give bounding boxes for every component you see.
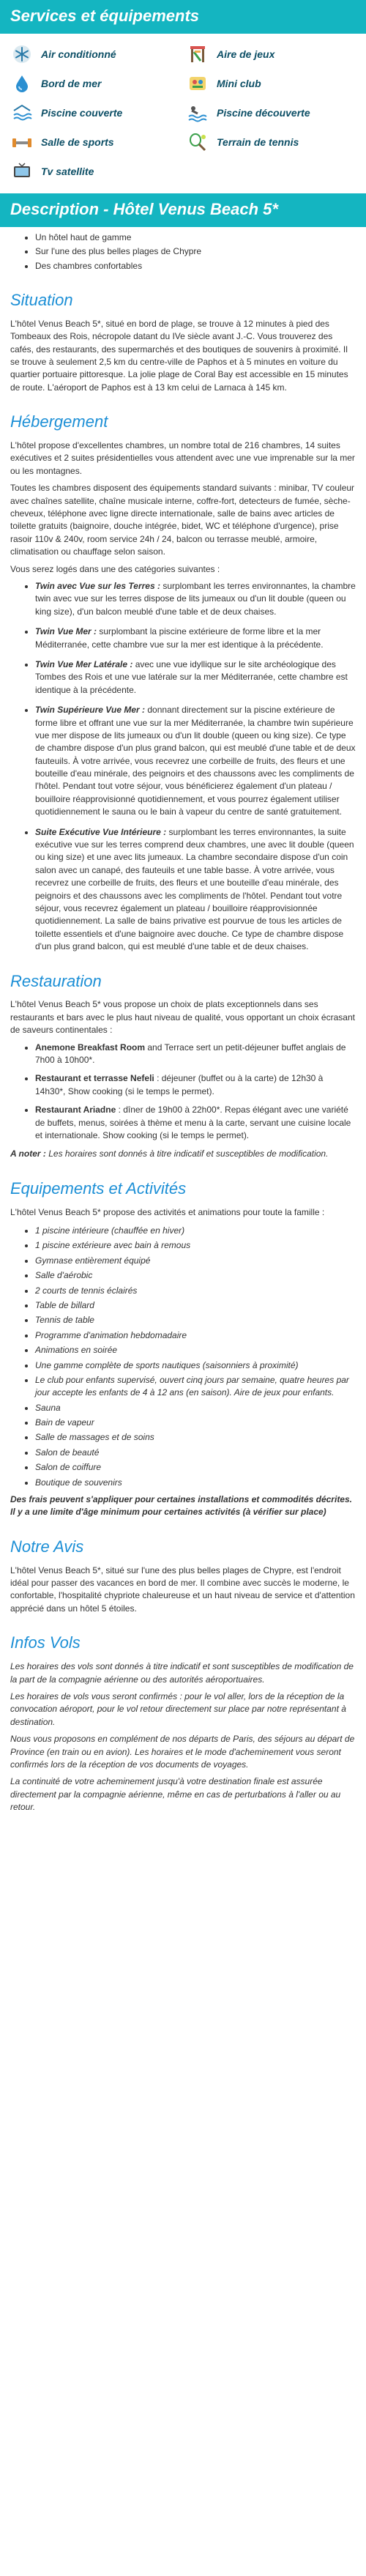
list-item: • Le club pour enfants supervisé, ouvert cinq jours par semaine, quatre heures par jour accepte les enfants de 4 à 12 ans (en saison). Aire de jeux pour enfants. [35,1374,356,1400]
amenity-label: Aire de jeux [217,48,275,60]
vols-text-2: Les horaires de vols vous seront confirmés : pour le vol aller, lors de la réception de la convocation aéroport, pour le vol retour directement sur place par notre représentant à destination. [10,1690,346,1727]
list-item: • Salle d'aérobic [35,1269,356,1282]
room-name: Twin Vue Mer : [35,626,97,637]
list-item: • Boutique de souvenirs [35,1477,356,1489]
restauration-title: Restauration [10,971,102,990]
room-name: Twin avec Vue sur les Terres : [35,580,160,591]
hebergement-section [0,410,366,953]
outdoor-pool-icon [186,103,209,123]
vols-text-1: Les horaires des vols sont donnés à titre indicatif et sont susceptibles de modification de la part de la compagnie aérienne ou des autorités aéroportuaires. [10,1661,354,1685]
amenity-label: Piscine découverte [217,106,310,119]
list-item [35,704,356,819]
amenity-salle-de-sports [10,132,180,152]
list-item: • Salle de massages et de soins [35,1431,356,1444]
amenity-label: Tv satellite [41,165,94,177]
list-item: • 2 courts de tennis éclairés [35,1285,356,1297]
vols-title: Infos Vols [10,1633,81,1652]
restaurant-desc: and Terrace sert un petit-déjeuner buffet anglais de 7h00 à 10h00*. [35,1042,346,1065]
description-title: Description - Hôtel Venus Beach 5* [0,193,366,227]
hebergement-title: Hébergement [10,412,108,431]
hebergement-equipment: Toutes les chambres disposent des équipements standard suivants : minibar, TV couleur avec chaînes satellite, chaîne musicale interne, coffre-fort, detecteurs de fumée, sèche-cheveux, téléphone avec ligne directe internationale, salle de bains avec articles de toilette gratuits (baignoire, douche intégrée, bidet, WC et téléphone d'urgence), prise rasoir 110v & 240v, room service 24h / 24, balcon ou terrasse meublé, armoire, climatisation ou chauffage selon saison. [10,483,355,557]
list-item: • Bain de vapeur [35,1417,356,1429]
restauration-intro: L'hôtel Venus Beach 5* vous propose un choix de plats exceptionnels dans ses restaurants et bars avec le plus haut niveau de qualité, vous opportant un choix écrasant de saveurs continentales : [10,999,355,1036]
description-section [0,231,366,272]
restaurant-desc: : dîner de 19h00 à 22h00*. Repas élégant avec une variété de buffets, menus, soirées à thème et menu à la carte, servant une cuisine locale et internationale. Show cooking (si le temps le permet). [35,1105,351,1140]
list-item [35,1104,356,1142]
list-item: • Animations en soirée [35,1344,356,1356]
services-title: Services et équipements [0,0,366,34]
amenity-label: Piscine couverte [41,106,123,119]
list-item [35,580,356,618]
vols-section [0,1631,366,1814]
room-desc: donnant directement sur la piscine extérieure de forme libre et offrant une vue sur la mer Méditerranée, la chambre twin supérieure vue mer dispose de lits jumeaux ou d'un lit double (queen ou king size). Ce type de chambre dispose d'un plus grand balcon, qui est meublé d'une table et de deux fauteuils. À votre arrivée, vous recevrez une corbeille de fruits, des fleurs et une bouteille d'eau minérale, des peignoirs et des chaussons avec les compliments de l'hôtel. Pendant tout votre séjour, vous bénéficierez également d'un plateau / bouilloire réapprovisionné quotidiennement, et vous pourrez également utiliser quotidiennement le sauna ou le bain à vapeur du centre de santé gratuitement. [35,705,356,817]
list-item: • Des chambres confortables [35,260,356,272]
water-drop-icon [10,73,34,94]
vols-text-4: La continuité de votre acheminement jusqu'à votre destination finale est assurée directement par la compagnie aérienne, même en cas de perturbations à l'aller ou au retour. [10,1776,341,1813]
amenity-air-conditionne [10,44,180,64]
list-item: • Salon de coiffure [35,1461,356,1474]
avis-section [0,1535,366,1615]
room-name: Twin Vue Mer Latérale : [35,658,133,669]
note-text: Les horaires sont donnés à titre indicatif et susceptibles de modification. [45,1148,329,1159]
amenity-tv-satellite [10,161,180,182]
activity-list [10,1225,356,1489]
list-item: • Une gamme complète de sports nautiques (saisonniers à proximité) [35,1359,356,1372]
snowflake-icon [10,44,34,64]
list-item: • Tennis de table [35,1314,356,1326]
activites-intro: L'hôtel Venus Beach 5* propose des activités et animations pour toute la famille : [10,1206,325,1217]
restaurant-name: Anemone Breakfast Room [35,1042,146,1053]
list-item [35,1042,356,1067]
restauration-section [0,970,366,1161]
restaurant-name: Restaurant et terrasse Nefeli [35,1073,154,1084]
playground-icon [186,44,209,64]
amenity-aire-de-jeux [186,44,356,64]
hebergement-categories-intro: Vous serez logés dans une des catégories suivantes : [10,563,220,574]
amenity-mini-club [186,73,356,94]
restaurant-list [10,1042,356,1143]
amenity-label: Terrain de tennis [217,136,299,148]
list-item [35,826,356,954]
amenity-label: Mini club [217,77,261,89]
activites-warning: Des frais peuvent s'appliquer pour certaines installations et commodités décrites. Il y a une limite d'âge minimum pour certaines activités (à vérifier sur place) [10,1494,352,1518]
amenity-label: Bord de mer [41,77,102,89]
list-item: • 1 piscine intérieure (chauffée en hiver) [35,1225,356,1237]
restaurant-name: Restaurant Ariadne [35,1105,116,1116]
indoor-pool-icon [10,103,34,123]
amenity-terrain-de-tennis [186,132,356,152]
list-item: • Salon de beauté [35,1447,356,1459]
vols-text-3: Nous vous proposons en complément de nos départs de Paris, des séjours au départ de Province (en train ou en avion). Les horaires et le mode d'acheminement vous seront confirmés lors de la réception de vos documents de voyages. [10,1734,355,1770]
list-item: • Sauna [35,1402,356,1414]
list-item [35,626,356,651]
room-name: Twin Supérieure Vue Mer : [35,705,146,716]
amenity-label: Salle de sports [41,136,114,148]
room-desc: surplombant les terres environnantes, la chambre twin avec vue sur les terres dispose de lits jumeaux ou d'un lit double (queen ou king size), d'un balcon meublé d'une table et de deux chaises. [35,580,356,617]
room-desc: avec une vue idyllique sur le site archéologique des Tombes des Rois et une vue latérale sur la mer Méditerranée, cette chambre est identique à la précédente. [35,658,348,695]
list-item: • Sur l'une des plus belles plages de Chypre [35,245,356,258]
description-list [10,231,356,272]
avis-title: Notre Avis [10,1537,84,1556]
activites-section [0,1177,366,1519]
note-label: A noter : [10,1148,46,1159]
situation-title: Situation [10,290,73,309]
situation-section [0,289,366,394]
room-desc: surplombant la piscine extérieure de forme libre et la mer Méditerranée, cette chambre vue sur la mer est identique à la précédente. [35,626,324,650]
list-item: • Gymnase entièrement équipé [35,1255,356,1267]
room-name: Suite Exécutive Vue Intérieure : [35,826,167,837]
hebergement-intro: L'hôtel propose d'excellentes chambres, un nombre total de 216 chambres, 14 suites exécutives et 2 suites présidentielles vous attendent avec une vue imprenable sur la mer ou les montagnes. [10,440,355,476]
activites-title: Equipements et Activités [10,1178,187,1198]
amenity-label: Air conditionné [41,48,116,60]
mini-club-icon [186,73,209,94]
list-item [35,1072,356,1098]
amenity-piscine-couverte [10,103,180,123]
tennis-icon [186,132,209,152]
restaurant-desc: : déjeuner (buffet ou à la carte) de 12h30 à 14h30*, Show cooking (si le temps le permet). [35,1073,324,1096]
list-item: • Table de billard [35,1299,356,1312]
list-item [35,658,356,697]
situation-text: L'hôtel Venus Beach 5*, situé en bord de plage, se trouve à 12 minutes à pied des Tombeaux des Rois, nécropole datant du IVe siècle avant J.-C. Vous trouverez des cafés, des restaurants, des supermarchés et des boutiques de souvenirs à proximité. Il se trouve à seulement 2,5 km du centre-ville de Paphos et à 5 minutes en voiture du quartier portuaire pittoresque. La jolie plage de Coral Bay est accessible en 15 minutes de route. L'aéroport de Paphos est à 13 km celui de Larnaca à 145 km. [10,318,348,393]
list-item: • 1 piscine extérieure avec bain à remous [35,1239,356,1252]
amenity-bord-de-mer [10,73,180,94]
list-item: • Un hôtel haut de gamme [35,231,356,244]
dumbbell-icon [10,132,34,152]
amenities-grid [0,34,366,193]
list-item: • Programme d'animation hebdomadaire [35,1329,356,1342]
room-desc: surplombant les terres environnantes, la suite exécutive vue sur les terres comprend deux chambres, une avec lit double (queen ou king size) et une avec lits jumeaux. La chambre secondaire dispose d'un coin salon avec un canapé, des fauteuils et une table basse. À votre arrivée, vous recevrez une corbeille de fruits, des fleurs et une bouteille d'eau minérale, des peignoirs et des chaussons avec les compliments de l'hôtel. Pendant tout votre séjour, vous recevrez également un plateau / bouilloire réapprovisionnée quotidiennement. La salle de bains privative est pourvue de tous les articles de toilette essentiels et d'une baignoire avec douche. Ce type de chambre dispose d'un plus grand balcon, qui est meublé d'une table et de deux chaises. [35,826,354,952]
restauration-note [10,1148,356,1160]
tv-icon [10,161,34,182]
avis-text: L'hôtel Venus Beach 5*, situé sur l'une des plus belles plages de Chypre, est l'endroit idéal pour passer des vacances en bord de mer. Il combine avec succès le moderne, le confortable, l'hospitalité chypriote chaleureuse et un haut niveau de service et d'attention apprécié dans un hôtel 5 étoiles. [10,1564,355,1614]
room-list [10,580,356,954]
amenity-piscine-decouverte [186,103,356,123]
